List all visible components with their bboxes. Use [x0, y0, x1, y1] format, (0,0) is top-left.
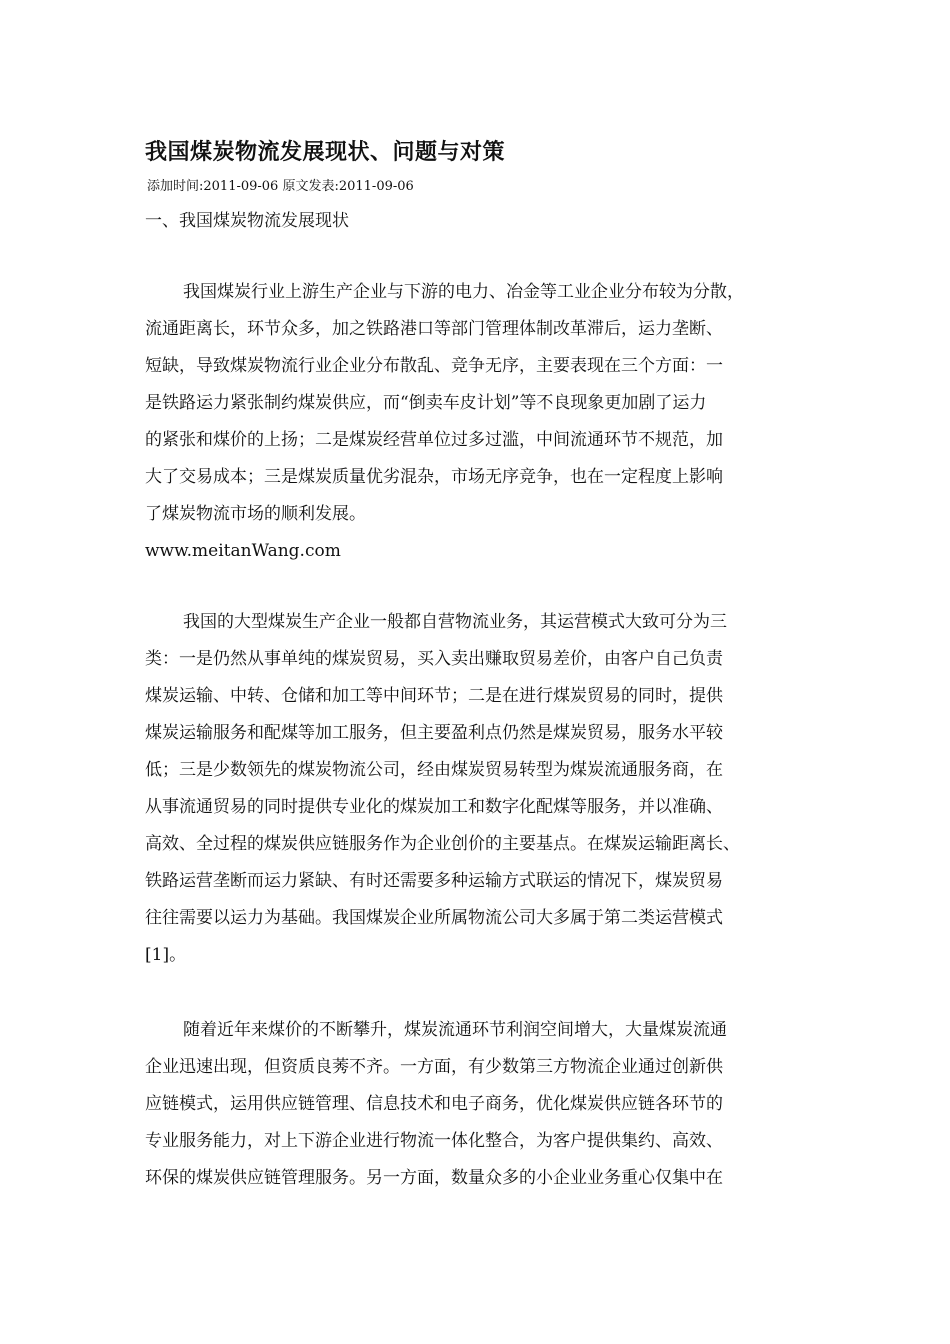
paragraph-line: 高效、全过程的煤炭供应链服务作为企业创价的主要基点。在煤炭运输距离长、: [145, 834, 740, 854]
paragraph-line: 流通距离长，环节众多，加之铁路港口等部门管理体制改革滞后，运力垄断、: [145, 319, 723, 339]
paragraph-3: [145, 1012, 825, 1197]
paragraph-line: 我国的大型煤炭生产企业一般都自营物流业务，其运营模式大致可分为三: [183, 612, 727, 632]
paragraph-1: [145, 274, 825, 533]
paragraph-line: [1]。: [145, 945, 187, 965]
paragraph-line: 是铁路运力紧张制约煤炭供应，而“倒卖车皮计划”等不良现象更加剧了运力: [145, 393, 707, 413]
paragraph-line: 企业迅速出现，但资质良莠不齐。一方面，有少数第三方物流企业通过创新供: [145, 1057, 723, 1077]
section-heading: 一、我国煤炭物流发展现状: [145, 211, 349, 231]
paragraph-line: 煤炭运输、中转、仓储和加工等中间环节；二是在进行煤炭贸易的同时，提供: [145, 686, 723, 706]
publish-meta: 添加时间:2011-09-06 原文发表:2011-09-06: [147, 179, 414, 194]
paragraph-line: 应链模式，运用供应链管理、信息技术和电子商务，优化煤炭供应链各环节的: [145, 1094, 723, 1114]
paragraph-line: 大了交易成本；三是煤炭质量优劣混杂，市场无序竞争，也在一定程度上影响: [145, 467, 723, 487]
paragraph-line: 短缺，导致煤炭物流行业企业分布散乱、竞争无序，主要表现在三个方面：一: [145, 356, 723, 376]
paragraph-line: 往往需要以运力为基础。我国煤炭企业所属物流公司大多属于第二类运营模式: [145, 908, 723, 928]
paragraph-line: 类：一是仍然从事单纯的煤炭贸易，买入卖出赚取贸易差价，由客户自己负责: [145, 649, 723, 669]
paragraph-line: 低；三是少数领先的煤炭物流公司，经由煤炭贸易转型为煤炭流通服务商，在: [145, 760, 723, 780]
paragraph-line: 了煤炭物流市场的顺利发展。: [145, 504, 366, 524]
paragraph-line: 环保的煤炭供应链管理服务。另一方面，数量众多的小企业业务重心仅集中在: [145, 1168, 723, 1188]
paragraph-line: 的紧张和煤价的上扬；二是煤炭经营单位过多过滥，中间流通环节不规范，加: [145, 430, 723, 450]
paragraph-line: 我国煤炭行业上游生产企业与下游的电力、冶金等工业企业分布较为分散，: [183, 282, 744, 302]
paragraph-line: 随着近年来煤价的不断攀升，煤炭流通环节利润空间增大，大量煤炭流通: [183, 1020, 727, 1040]
document-title: 我国煤炭物流发展现状、问题与对策: [145, 140, 506, 165]
source-url: www.meitanWang.com: [145, 541, 341, 561]
paragraph-line: 铁路运营垄断而运力紧缺、有时还需要多种运输方式联运的情况下，煤炭贸易: [145, 871, 723, 891]
paragraph-line: 煤炭运输服务和配煤等加工服务，但主要盈利点仍然是煤炭贸易，服务水平较: [145, 723, 723, 743]
paragraph-2: [145, 604, 825, 974]
paragraph-line: 专业服务能力，对上下游企业进行物流一体化整合，为客户提供集约、高效、: [145, 1131, 723, 1151]
paragraph-line: 从事流通贸易的同时提供专业化的煤炭加工和数字化配煤等服务，并以准确、: [145, 797, 723, 817]
